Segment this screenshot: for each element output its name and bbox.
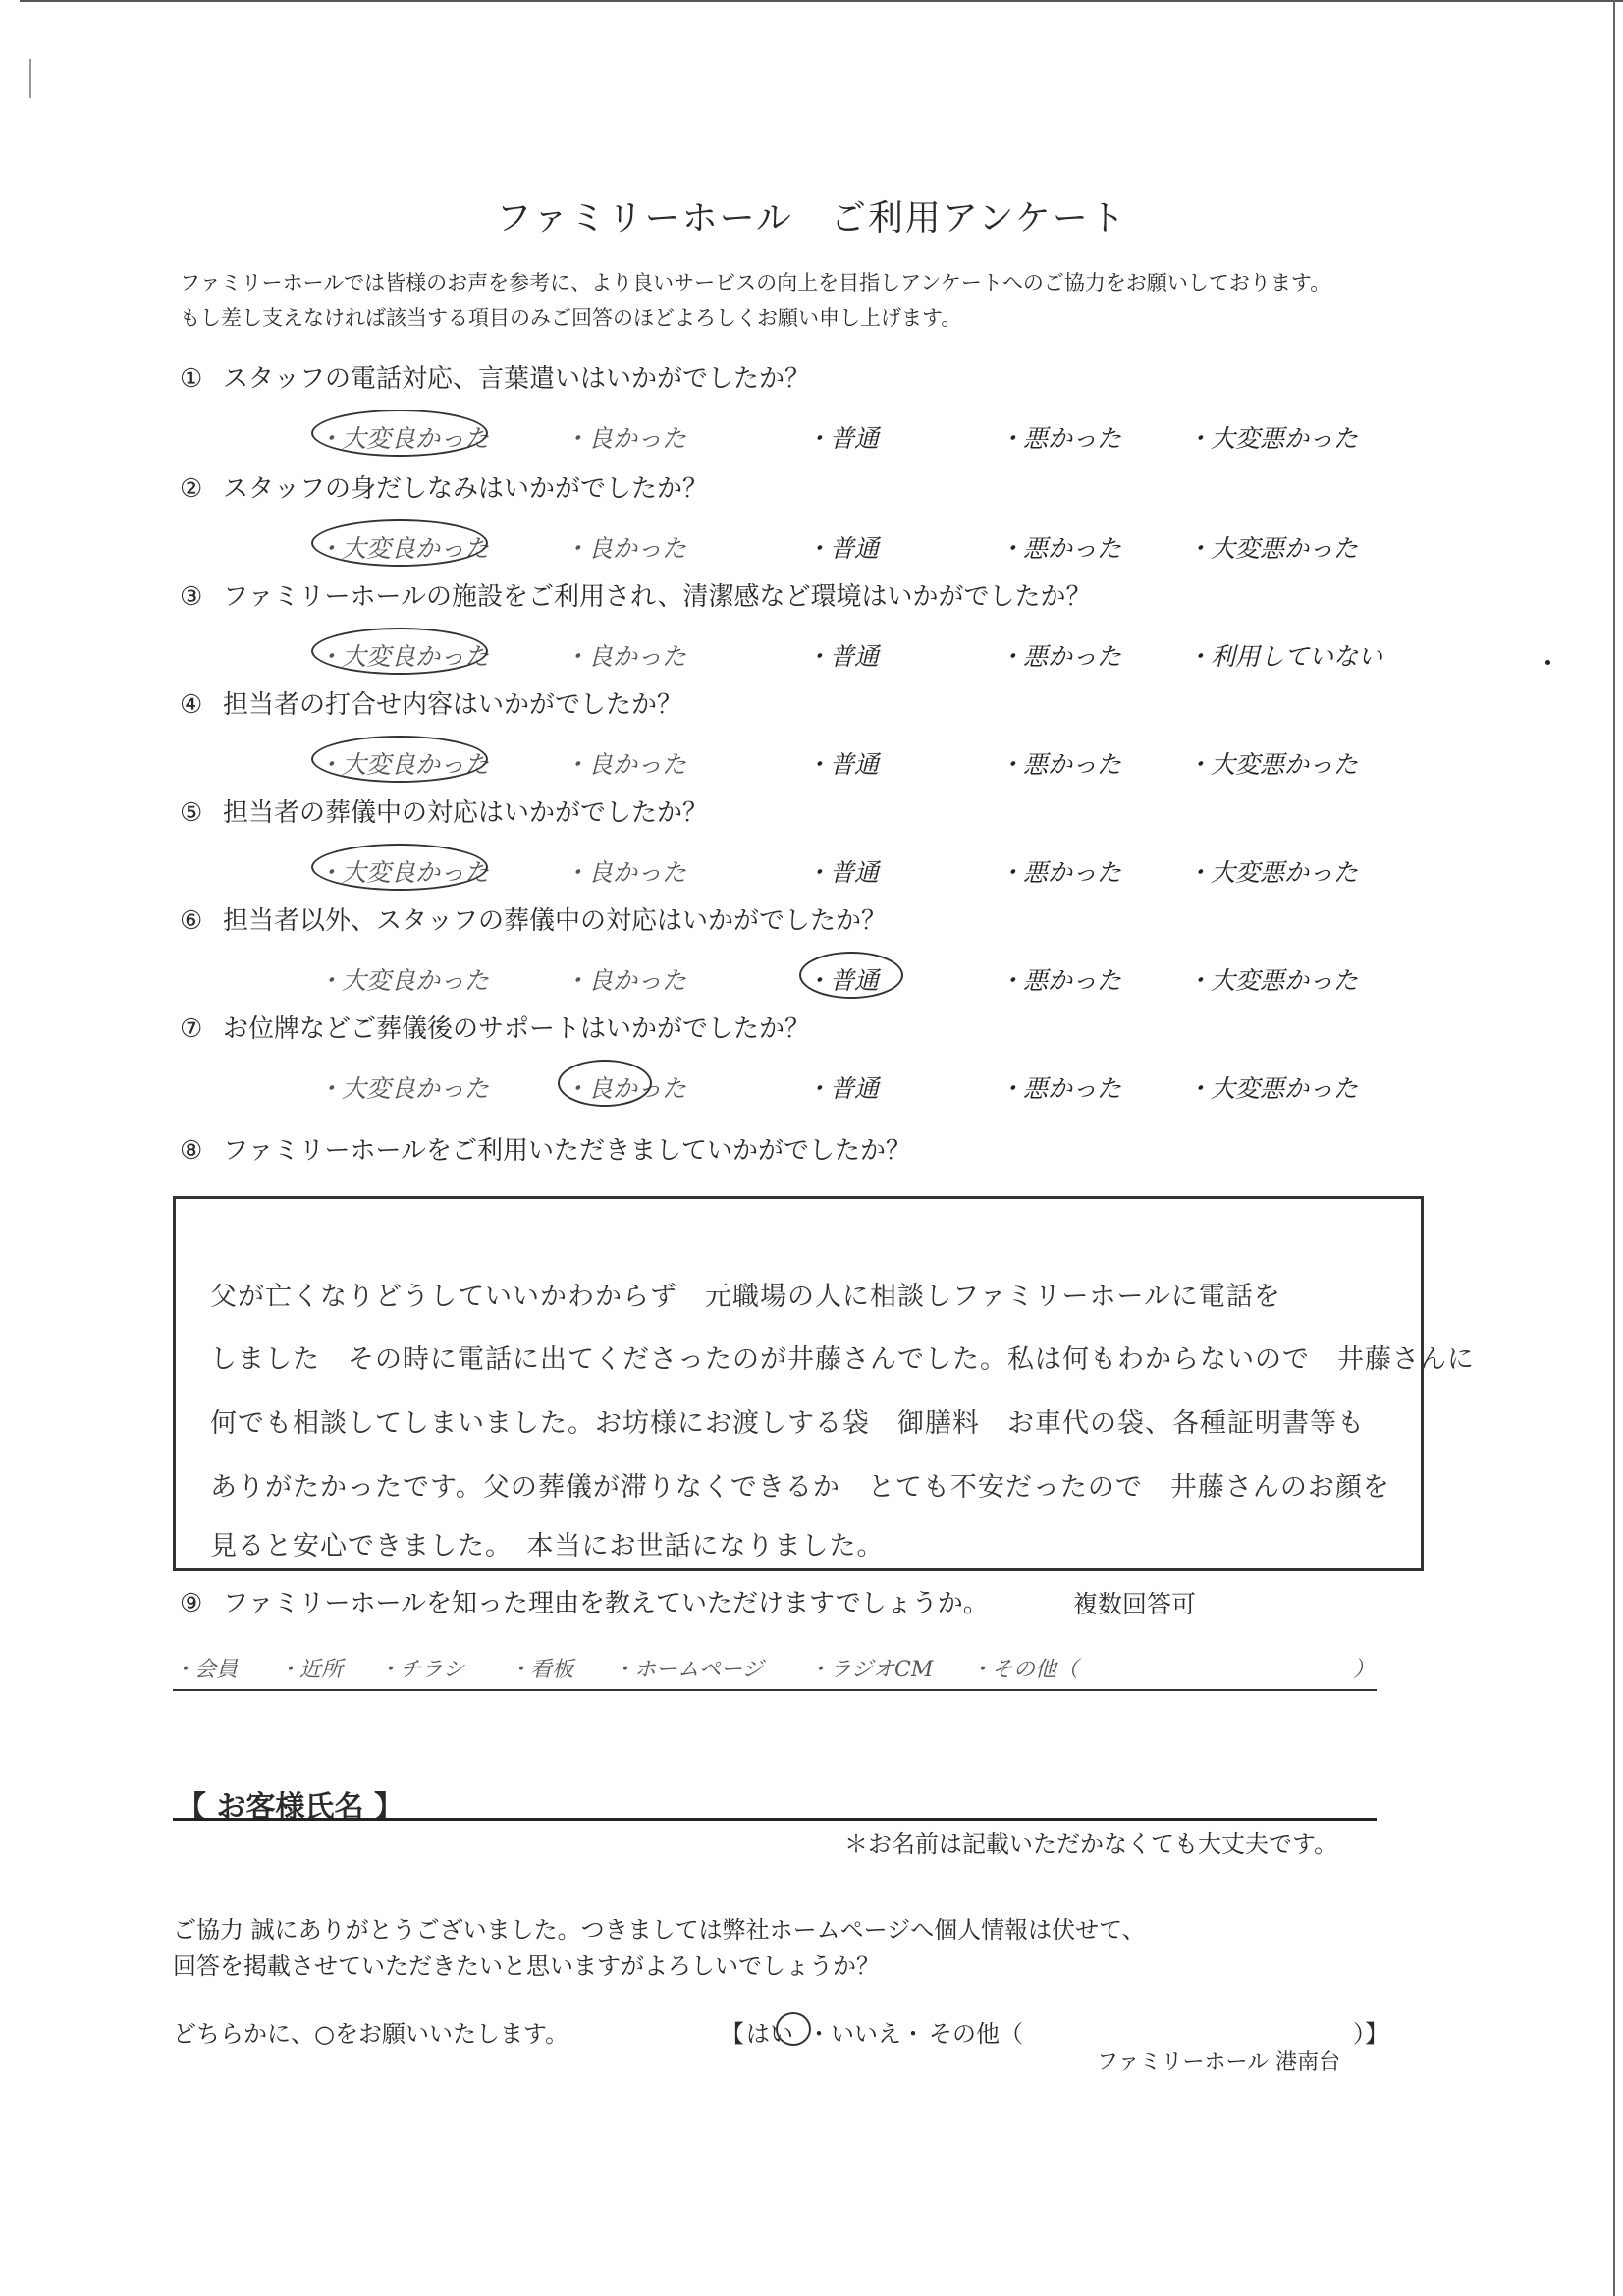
question-5-option-5[interactable]: ・大変悪かった	[1186, 858, 1359, 887]
scan-dot	[1545, 660, 1550, 665]
question-5-option-2[interactable]: ・良かった	[564, 858, 687, 887]
multi-answer-note: 複数回答可	[1073, 1590, 1197, 1618]
intro-line-1: ファミリーホールでは皆様のお声を参考に、より良いサービスの向上を目指しアンケートへのご協力をお願いしております。	[180, 271, 1331, 295]
scan-edge-right	[1613, 0, 1615, 2296]
question-1-option-2[interactable]: ・良かった	[564, 424, 687, 453]
customer-name-line[interactable]	[173, 1818, 1377, 1821]
question-3-option-3[interactable]: ・普通	[805, 642, 880, 671]
question-2	[180, 468, 708, 505]
intro-line-2: もし差し支えなければ該当する項目のみご回答のほどよろしくお願い申し上げます。	[180, 306, 962, 330]
q9-option-signboard[interactable]: ・看板	[509, 1658, 574, 1682]
question-7-option-3[interactable]: ・普通	[805, 1074, 880, 1103]
selected-answer-circle	[311, 736, 488, 783]
question-1-option-4[interactable]: ・悪かった	[999, 424, 1122, 453]
question-text: ファミリーホールをご利用いただきましていかがでしたか？	[223, 1136, 911, 1166]
question-1-option-5[interactable]: ・大変悪かった	[1186, 424, 1359, 453]
question-number: ⑧	[180, 1136, 203, 1166]
question-6-option-2[interactable]: ・良かった	[564, 966, 687, 995]
scan-edge-left	[29, 59, 31, 98]
answer-line-4: ありがたかったです。父の葬儀が滞りなくできるか とても不安だったので 井藤さんのお顔を	[210, 1472, 1390, 1503]
question-6-option-5[interactable]: ・大変悪かった	[1186, 966, 1359, 995]
closing-line-3: どちらかに、○をお願いいたします。	[173, 2020, 569, 2048]
question-7-option-4[interactable]: ・悪かった	[999, 1074, 1122, 1103]
choice-bracket-close: ）】	[1353, 2020, 1388, 2048]
question-4-option-4[interactable]: ・悪かった	[999, 750, 1122, 779]
question-5-option-4[interactable]: ・悪かった	[999, 858, 1122, 887]
q9-option-member[interactable]: ・会員	[173, 1658, 239, 1682]
question-9	[180, 1583, 989, 1619]
question-number: ④	[180, 690, 203, 720]
name-optional-note: ＊お名前は記載いただかなくても大丈夫です。	[844, 1831, 1338, 1858]
answer-line-2: しました その時に電話に出てくださったのが井藤さんでした。私は何もわからないので 井藤さんに	[210, 1344, 1475, 1375]
question-4-option-3[interactable]: ・普通	[805, 750, 880, 779]
question-2-option-2[interactable]: ・良かった	[564, 534, 687, 563]
question-7-option-2[interactable]: ・良かった	[564, 1074, 687, 1103]
q9-option-radio-cm[interactable]: ・ラジオCM	[808, 1658, 934, 1682]
selected-answer-circle	[311, 410, 488, 457]
question-5-option-1[interactable]: ・大変良かった	[317, 858, 490, 887]
question-2-option-3[interactable]: ・普通	[805, 534, 880, 563]
selected-answer-circle	[558, 1060, 652, 1107]
question-2-option-1[interactable]: ・大変良かった	[317, 534, 490, 563]
question-number: ⑥	[180, 906, 203, 936]
choice-bracket-open: 【	[721, 2020, 744, 2048]
question-5-option-3[interactable]: ・普通	[805, 858, 880, 887]
question-2-option-5[interactable]: ・大変悪かった	[1186, 534, 1359, 563]
signature: ファミリーホール 港南台	[1097, 2050, 1341, 2075]
scan-edge-top	[20, 0, 1623, 2]
answer-line-5: 見ると安心できました。 本当にお世話になりました。	[210, 1531, 885, 1561]
question-number: ①	[180, 364, 203, 394]
question-text: 担当者の打合せ内容はいかがでしたか？	[223, 690, 683, 720]
page-title: ファミリーホール ご利用アンケート	[496, 198, 1127, 239]
question-1	[180, 358, 810, 395]
closing-line-2: 回答を掲載させていただきたいと思いますがよろしいでしょうか？	[173, 1952, 880, 1980]
selected-answer-circle	[311, 844, 488, 891]
choice-no[interactable]: ・いいえ・	[807, 2020, 925, 2048]
yes-circle-mark	[776, 2012, 811, 2046]
question-6-option-4[interactable]: ・悪かった	[999, 966, 1122, 995]
question-4-option-1[interactable]: ・大変良かった	[317, 750, 490, 779]
answer-line-3: 何でも相談してしまいました。お坊様にお渡しする袋 御膳料 お車代の袋、各種証明書等も	[210, 1408, 1365, 1439]
question-5	[180, 793, 708, 829]
closing-line-1: ご協力 誠にありがとうございました。つきましては弊社ホームページへ個人情報は伏せて、	[173, 1916, 1146, 1943]
question-7	[180, 1009, 810, 1045]
question-3-option-4[interactable]: ・悪かった	[999, 642, 1122, 671]
question-3-option-1[interactable]: ・大変良かった	[317, 642, 490, 671]
question-number: ③	[180, 582, 203, 612]
question-number: ⑨	[180, 1589, 203, 1618]
question-6	[180, 901, 887, 937]
customer-name-label: 【 お客様氏名 】	[177, 1790, 404, 1825]
q9-option-flyer[interactable]: ・チラシ	[378, 1658, 465, 1682]
question-3	[180, 576, 1092, 613]
question-4-option-5[interactable]: ・大変悪かった	[1186, 750, 1359, 779]
q9-option-neighborhood[interactable]: ・近所	[278, 1658, 344, 1682]
question-4-option-2[interactable]: ・良かった	[564, 750, 687, 779]
question-text: スタッフの電話対応、言葉遣いはいかがでしたか？	[223, 364, 811, 394]
q9-option-homepage[interactable]: ・ホームページ	[613, 1658, 764, 1682]
choice-other[interactable]: その他（	[929, 2020, 1023, 2048]
question-3-option-2[interactable]: ・良かった	[564, 642, 687, 671]
question-7-option-5[interactable]: ・大変悪かった	[1186, 1074, 1359, 1103]
question-4	[180, 684, 682, 721]
question-number: ②	[180, 474, 203, 504]
question-6-option-3[interactable]: ・普通	[805, 966, 880, 995]
question-8	[180, 1130, 911, 1167]
q9-other-close: ）	[1353, 1658, 1376, 1682]
selected-answer-circle	[799, 952, 903, 999]
q9-underline	[173, 1689, 1377, 1691]
question-text: ファミリーホールの施設をご利用され、清潔感など環境はいかがでしたか？	[223, 582, 1092, 612]
question-number: ⑤	[180, 798, 203, 828]
question-7-option-1[interactable]: ・大変良かった	[317, 1074, 490, 1103]
q9-option-other[interactable]: ・その他（	[970, 1658, 1079, 1682]
choice-yes[interactable]: はい	[746, 2020, 793, 2048]
question-text: スタッフの身だしなみはいかがでしたか？	[223, 474, 709, 504]
question-text: 担当者の葬儀中の対応はいかがでしたか？	[223, 798, 709, 828]
question-6-option-1[interactable]: ・大変良かった	[317, 966, 490, 995]
question-1-option-3[interactable]: ・普通	[805, 424, 880, 453]
question-number: ⑦	[180, 1014, 203, 1044]
free-answer-box[interactable]	[173, 1196, 1424, 1571]
question-text: お位牌などご葬儀後のサポートはいかがでしたか？	[223, 1014, 811, 1044]
answer-line-1: 父が亡くなりどうしていいかわからず 元職場の人に相談しファミリーホールに電話を	[210, 1282, 1281, 1312]
question-text: ファミリーホールを知った理由を教えていただけますでしょうか。	[223, 1589, 989, 1618]
question-2-option-4[interactable]: ・悪かった	[999, 534, 1122, 563]
question-1-option-1[interactable]: ・大変良かった	[317, 424, 490, 453]
selected-answer-circle	[311, 519, 488, 567]
selected-answer-circle	[311, 628, 488, 675]
question-text: 担当者以外、スタッフの葬儀中の対応はいかがでしたか？	[223, 906, 888, 936]
question-3-option-5[interactable]: ・利用していない	[1186, 642, 1383, 671]
